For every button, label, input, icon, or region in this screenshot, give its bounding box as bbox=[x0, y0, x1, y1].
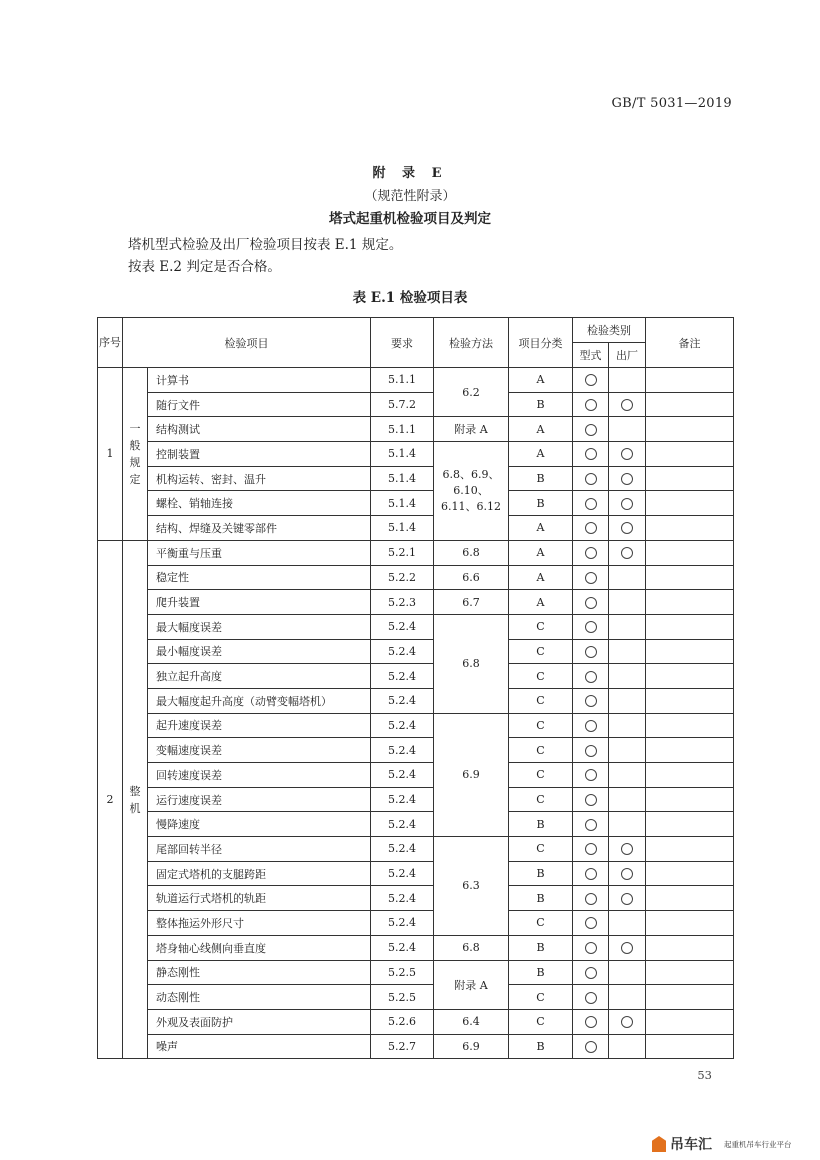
requirement: 5.2.4 bbox=[371, 639, 434, 664]
circle-mark-icon bbox=[585, 572, 597, 584]
test-method: 6.3 bbox=[434, 837, 509, 936]
remark-cell bbox=[646, 1034, 734, 1059]
test-method: 6.8 bbox=[434, 540, 509, 565]
test-method: 6.7 bbox=[434, 590, 509, 615]
circle-mark-icon bbox=[621, 547, 633, 559]
requirement: 5.2.5 bbox=[371, 985, 434, 1010]
circle-mark-icon bbox=[585, 473, 597, 485]
requirement: 5.2.4 bbox=[371, 911, 434, 936]
circle-mark-icon bbox=[585, 745, 597, 757]
item-name: 最大幅度起升高度（动臂变幅塔机） bbox=[148, 688, 371, 713]
item-name: 最小幅度误差 bbox=[148, 639, 371, 664]
factory-test-cell bbox=[609, 639, 646, 664]
table-row bbox=[98, 812, 734, 837]
requirement: 5.1.4 bbox=[371, 491, 434, 516]
factory-test-cell bbox=[609, 368, 646, 393]
type-test-cell bbox=[573, 837, 609, 862]
item-name: 回转速度误差 bbox=[148, 763, 371, 788]
factory-test-cell bbox=[609, 590, 646, 615]
group-name-text: 整机 bbox=[129, 784, 141, 815]
table-row bbox=[98, 639, 734, 664]
test-method: 6.9 bbox=[434, 1034, 509, 1059]
item-category: C bbox=[509, 639, 573, 664]
table-row bbox=[98, 516, 734, 541]
group-name-text: 一般规定 bbox=[129, 421, 141, 486]
remark-cell bbox=[646, 491, 734, 516]
requirement: 5.2.7 bbox=[371, 1034, 434, 1059]
item-category: C bbox=[509, 911, 573, 936]
circle-mark-icon bbox=[621, 522, 633, 534]
factory-test-cell bbox=[609, 1034, 646, 1059]
type-test-cell bbox=[573, 1034, 609, 1059]
type-test-cell bbox=[573, 688, 609, 713]
table-row bbox=[98, 763, 734, 788]
item-category: C bbox=[509, 614, 573, 639]
table-row bbox=[98, 664, 734, 689]
circle-mark-icon bbox=[621, 843, 633, 855]
circle-mark-icon bbox=[585, 374, 597, 386]
item-category: A bbox=[509, 368, 573, 393]
remark-cell bbox=[646, 935, 734, 960]
type-test-cell bbox=[573, 664, 609, 689]
paragraph-2: 按表 E.2 判定是否合格。 bbox=[128, 259, 281, 275]
table-row bbox=[98, 491, 734, 516]
item-category: A bbox=[509, 516, 573, 541]
remark-cell bbox=[646, 688, 734, 713]
type-test-cell bbox=[573, 368, 609, 393]
table-row bbox=[98, 540, 734, 565]
item-name: 慢降速度 bbox=[148, 812, 371, 837]
factory-test-cell bbox=[609, 491, 646, 516]
requirement: 5.2.4 bbox=[371, 763, 434, 788]
circle-mark-icon bbox=[621, 893, 633, 905]
circle-mark-icon bbox=[621, 448, 633, 460]
factory-test-cell bbox=[609, 442, 646, 467]
circle-mark-icon bbox=[585, 819, 597, 831]
factory-test-cell bbox=[609, 837, 646, 862]
test-method: 附录 A bbox=[434, 960, 509, 1009]
circle-mark-icon bbox=[585, 942, 597, 954]
item-name: 控制装置 bbox=[148, 442, 371, 467]
remark-cell bbox=[646, 886, 734, 911]
appendix-title: 附 录 E bbox=[372, 166, 448, 181]
factory-test-cell bbox=[609, 516, 646, 541]
item-category: A bbox=[509, 565, 573, 590]
header-type-test: 型式 bbox=[573, 343, 609, 368]
item-category: B bbox=[509, 491, 573, 516]
table-row bbox=[98, 565, 734, 590]
remark-cell bbox=[646, 985, 734, 1010]
type-test-cell bbox=[573, 540, 609, 565]
table-row bbox=[98, 1034, 734, 1059]
remark-cell bbox=[646, 565, 734, 590]
remark-cell bbox=[646, 1009, 734, 1034]
circle-mark-icon bbox=[585, 695, 597, 707]
type-test-cell bbox=[573, 738, 609, 763]
remark-cell bbox=[646, 911, 734, 936]
table-caption: 表 E.1 检验项目表 bbox=[352, 290, 468, 306]
circle-mark-icon bbox=[585, 720, 597, 732]
circle-mark-icon bbox=[585, 671, 597, 683]
factory-test-cell bbox=[609, 565, 646, 590]
factory-test-cell bbox=[609, 985, 646, 1010]
factory-test-cell bbox=[609, 960, 646, 985]
header-item: 检验项目 bbox=[123, 318, 371, 368]
requirement: 5.1.4 bbox=[371, 516, 434, 541]
item-name: 塔身轴心线侧向垂直度 bbox=[148, 935, 371, 960]
type-test-cell bbox=[573, 466, 609, 491]
table-row bbox=[98, 466, 734, 491]
requirement: 5.2.4 bbox=[371, 614, 434, 639]
requirement: 5.2.1 bbox=[371, 540, 434, 565]
item-name: 尾部回转半径 bbox=[148, 837, 371, 862]
header-seq: 序号 bbox=[98, 318, 123, 368]
requirement: 5.2.4 bbox=[371, 861, 434, 886]
remark-cell bbox=[646, 837, 734, 862]
crane-logo-icon bbox=[652, 1136, 666, 1152]
remark-cell bbox=[646, 590, 734, 615]
type-test-cell bbox=[573, 639, 609, 664]
factory-test-cell bbox=[609, 935, 646, 960]
table-row bbox=[98, 985, 734, 1010]
factory-test-cell bbox=[609, 540, 646, 565]
item-category: C bbox=[509, 985, 573, 1010]
item-category: C bbox=[509, 738, 573, 763]
factory-test-cell bbox=[609, 1009, 646, 1034]
test-method: 6.6 bbox=[434, 565, 509, 590]
item-name: 外观及表面防护 bbox=[148, 1009, 371, 1034]
test-method: 6.8 bbox=[434, 614, 509, 713]
item-category: B bbox=[509, 861, 573, 886]
factory-test-cell bbox=[609, 886, 646, 911]
remark-cell bbox=[646, 738, 734, 763]
remark-cell bbox=[646, 639, 734, 664]
type-test-cell bbox=[573, 442, 609, 467]
page-number: 53 bbox=[697, 1068, 712, 1082]
requirement: 5.2.4 bbox=[371, 713, 434, 738]
table-row bbox=[98, 911, 734, 936]
group-name bbox=[123, 368, 148, 541]
item-category: C bbox=[509, 664, 573, 689]
type-test-cell bbox=[573, 960, 609, 985]
item-category: B bbox=[509, 812, 573, 837]
circle-mark-icon bbox=[585, 992, 597, 1004]
item-name: 起升速度误差 bbox=[148, 713, 371, 738]
remark-cell bbox=[646, 861, 734, 886]
factory-test-cell bbox=[609, 614, 646, 639]
paragraph-1: 塔机型式检验及出厂检验项目按表 E.1 规定。 bbox=[128, 237, 403, 253]
test-method: 附录 A bbox=[434, 417, 509, 442]
remark-cell bbox=[646, 664, 734, 689]
item-name: 整体拖运外形尺寸 bbox=[148, 911, 371, 936]
type-test-cell bbox=[573, 935, 609, 960]
item-category: B bbox=[509, 392, 573, 417]
item-category: A bbox=[509, 417, 573, 442]
type-test-cell bbox=[573, 812, 609, 837]
factory-test-cell bbox=[609, 417, 646, 442]
header-remark: 备注 bbox=[646, 318, 734, 368]
inspection-table bbox=[97, 317, 734, 1059]
header-factory: 出厂 bbox=[609, 343, 646, 368]
factory-test-cell bbox=[609, 812, 646, 837]
type-test-cell bbox=[573, 886, 609, 911]
circle-mark-icon bbox=[585, 1016, 597, 1028]
table-row bbox=[98, 590, 734, 615]
circle-mark-icon bbox=[585, 621, 597, 633]
item-name: 爬升装置 bbox=[148, 590, 371, 615]
item-name: 随行文件 bbox=[148, 392, 371, 417]
circle-mark-icon bbox=[585, 522, 597, 534]
item-category: C bbox=[509, 1009, 573, 1034]
circle-mark-icon bbox=[585, 893, 597, 905]
item-category: C bbox=[509, 688, 573, 713]
item-category: A bbox=[509, 442, 573, 467]
test-method: 6.8、6.9、6.10、6.11、6.12 bbox=[434, 442, 509, 541]
remark-cell bbox=[646, 516, 734, 541]
requirement: 5.2.6 bbox=[371, 1009, 434, 1034]
item-category: B bbox=[509, 466, 573, 491]
requirement: 5.1.4 bbox=[371, 466, 434, 491]
group-seq: 2 bbox=[98, 540, 123, 1058]
item-category: A bbox=[509, 540, 573, 565]
requirement: 5.2.4 bbox=[371, 886, 434, 911]
test-method: 6.2 bbox=[434, 368, 509, 417]
type-test-cell bbox=[573, 516, 609, 541]
requirement: 5.2.4 bbox=[371, 935, 434, 960]
circle-mark-icon bbox=[585, 399, 597, 411]
item-category: B bbox=[509, 1034, 573, 1059]
type-test-cell bbox=[573, 590, 609, 615]
header-inspect-type: 检验类别 bbox=[573, 318, 646, 343]
item-name: 动态刚性 bbox=[148, 985, 371, 1010]
table-row bbox=[98, 1009, 734, 1034]
header-req: 要求 bbox=[371, 318, 434, 368]
logo-subtitle: 起重机吊车行业平台 bbox=[724, 1139, 792, 1149]
type-test-cell bbox=[573, 911, 609, 936]
item-name: 结构、焊缝及关键零部件 bbox=[148, 516, 371, 541]
factory-test-cell bbox=[609, 911, 646, 936]
type-test-cell bbox=[573, 713, 609, 738]
circle-mark-icon bbox=[585, 868, 597, 880]
item-category: C bbox=[509, 713, 573, 738]
circle-mark-icon bbox=[621, 473, 633, 485]
test-method: 6.9 bbox=[434, 713, 509, 836]
logo-text: 吊车汇 bbox=[670, 1137, 712, 1153]
item-name: 最大幅度误差 bbox=[148, 614, 371, 639]
circle-mark-icon bbox=[621, 1016, 633, 1028]
table-row bbox=[98, 368, 734, 393]
type-test-cell bbox=[573, 565, 609, 590]
remark-cell bbox=[646, 540, 734, 565]
item-name: 计算书 bbox=[148, 368, 371, 393]
table-row bbox=[98, 614, 734, 639]
circle-mark-icon bbox=[585, 1041, 597, 1053]
remark-cell bbox=[646, 392, 734, 417]
remark-cell bbox=[646, 763, 734, 788]
requirement: 5.1.4 bbox=[371, 442, 434, 467]
table-row bbox=[98, 787, 734, 812]
table-row bbox=[98, 392, 734, 417]
circle-mark-icon bbox=[585, 498, 597, 510]
requirement: 5.2.3 bbox=[371, 590, 434, 615]
circle-mark-icon bbox=[585, 597, 597, 609]
type-test-cell bbox=[573, 985, 609, 1010]
factory-test-cell bbox=[609, 763, 646, 788]
type-test-cell bbox=[573, 763, 609, 788]
table-row bbox=[98, 417, 734, 442]
requirement: 5.2.4 bbox=[371, 837, 434, 862]
requirement: 5.2.4 bbox=[371, 664, 434, 689]
remark-cell bbox=[646, 787, 734, 812]
item-category: C bbox=[509, 787, 573, 812]
item-category: A bbox=[509, 590, 573, 615]
circle-mark-icon bbox=[621, 942, 633, 954]
requirement: 5.2.4 bbox=[371, 787, 434, 812]
remark-cell bbox=[646, 614, 734, 639]
circle-mark-icon bbox=[621, 868, 633, 880]
type-test-cell bbox=[573, 787, 609, 812]
circle-mark-icon bbox=[621, 498, 633, 510]
type-test-cell bbox=[573, 614, 609, 639]
item-name: 稳定性 bbox=[148, 565, 371, 590]
table-row bbox=[98, 688, 734, 713]
test-method: 6.4 bbox=[434, 1009, 509, 1034]
circle-mark-icon bbox=[585, 448, 597, 460]
factory-test-cell bbox=[609, 466, 646, 491]
factory-test-cell bbox=[609, 861, 646, 886]
factory-test-cell bbox=[609, 738, 646, 763]
document-code: GB/T 5031—2019 bbox=[611, 96, 732, 111]
table-row bbox=[98, 861, 734, 886]
factory-test-cell bbox=[609, 713, 646, 738]
requirement: 5.7.2 bbox=[371, 392, 434, 417]
table-row bbox=[98, 738, 734, 763]
table-row bbox=[98, 713, 734, 738]
type-test-cell bbox=[573, 417, 609, 442]
remark-cell bbox=[646, 812, 734, 837]
requirement: 5.2.4 bbox=[371, 812, 434, 837]
item-name: 静态刚性 bbox=[148, 960, 371, 985]
table-row bbox=[98, 935, 734, 960]
remark-cell bbox=[646, 713, 734, 738]
appendix-name: 塔式起重机检验项目及判定 bbox=[329, 211, 491, 227]
group-name bbox=[123, 540, 148, 1058]
test-method: 6.8 bbox=[434, 935, 509, 960]
type-test-cell bbox=[573, 392, 609, 417]
item-category: B bbox=[509, 886, 573, 911]
item-name: 平衡重与压重 bbox=[148, 540, 371, 565]
remark-cell bbox=[646, 417, 734, 442]
circle-mark-icon bbox=[585, 646, 597, 658]
circle-mark-icon bbox=[585, 917, 597, 929]
circle-mark-icon bbox=[585, 547, 597, 559]
requirement: 5.2.5 bbox=[371, 960, 434, 985]
item-category: C bbox=[509, 837, 573, 862]
item-name: 噪声 bbox=[148, 1034, 371, 1059]
type-test-cell bbox=[573, 861, 609, 886]
item-category: C bbox=[509, 763, 573, 788]
requirement: 5.1.1 bbox=[371, 417, 434, 442]
header-category: 项目分类 bbox=[509, 318, 573, 368]
circle-mark-icon bbox=[585, 794, 597, 806]
type-test-cell bbox=[573, 491, 609, 516]
table-row bbox=[98, 886, 734, 911]
group-seq: 1 bbox=[98, 368, 123, 541]
table-row bbox=[98, 442, 734, 467]
appendix-type: （规范性附录） bbox=[364, 189, 456, 204]
item-name: 固定式塔机的支腿跨距 bbox=[148, 861, 371, 886]
requirement: 5.2.4 bbox=[371, 738, 434, 763]
item-category: B bbox=[509, 960, 573, 985]
item-name: 机构运转、密封、温升 bbox=[148, 466, 371, 491]
header-method: 检验方法 bbox=[434, 318, 509, 368]
circle-mark-icon bbox=[585, 843, 597, 855]
circle-mark-icon bbox=[585, 769, 597, 781]
factory-test-cell bbox=[609, 787, 646, 812]
item-name: 独立起升高度 bbox=[148, 664, 371, 689]
requirement: 5.1.1 bbox=[371, 368, 434, 393]
factory-test-cell bbox=[609, 664, 646, 689]
remark-cell bbox=[646, 442, 734, 467]
circle-mark-icon bbox=[585, 424, 597, 436]
remark-cell bbox=[646, 368, 734, 393]
circle-mark-icon bbox=[621, 399, 633, 411]
item-name: 螺栓、销轴连接 bbox=[148, 491, 371, 516]
requirement: 5.2.2 bbox=[371, 565, 434, 590]
table-row bbox=[98, 837, 734, 862]
requirement: 5.2.4 bbox=[371, 688, 434, 713]
remark-cell bbox=[646, 960, 734, 985]
site-logo bbox=[652, 1134, 792, 1154]
item-name: 结构测试 bbox=[148, 417, 371, 442]
table-row bbox=[98, 960, 734, 985]
factory-test-cell bbox=[609, 688, 646, 713]
circle-mark-icon bbox=[585, 967, 597, 979]
factory-test-cell bbox=[609, 392, 646, 417]
item-name: 运行速度误差 bbox=[148, 787, 371, 812]
item-category: B bbox=[509, 935, 573, 960]
item-name: 变幅速度误差 bbox=[148, 738, 371, 763]
type-test-cell bbox=[573, 1009, 609, 1034]
item-name: 轨道运行式塔机的轨距 bbox=[148, 886, 371, 911]
remark-cell bbox=[646, 466, 734, 491]
